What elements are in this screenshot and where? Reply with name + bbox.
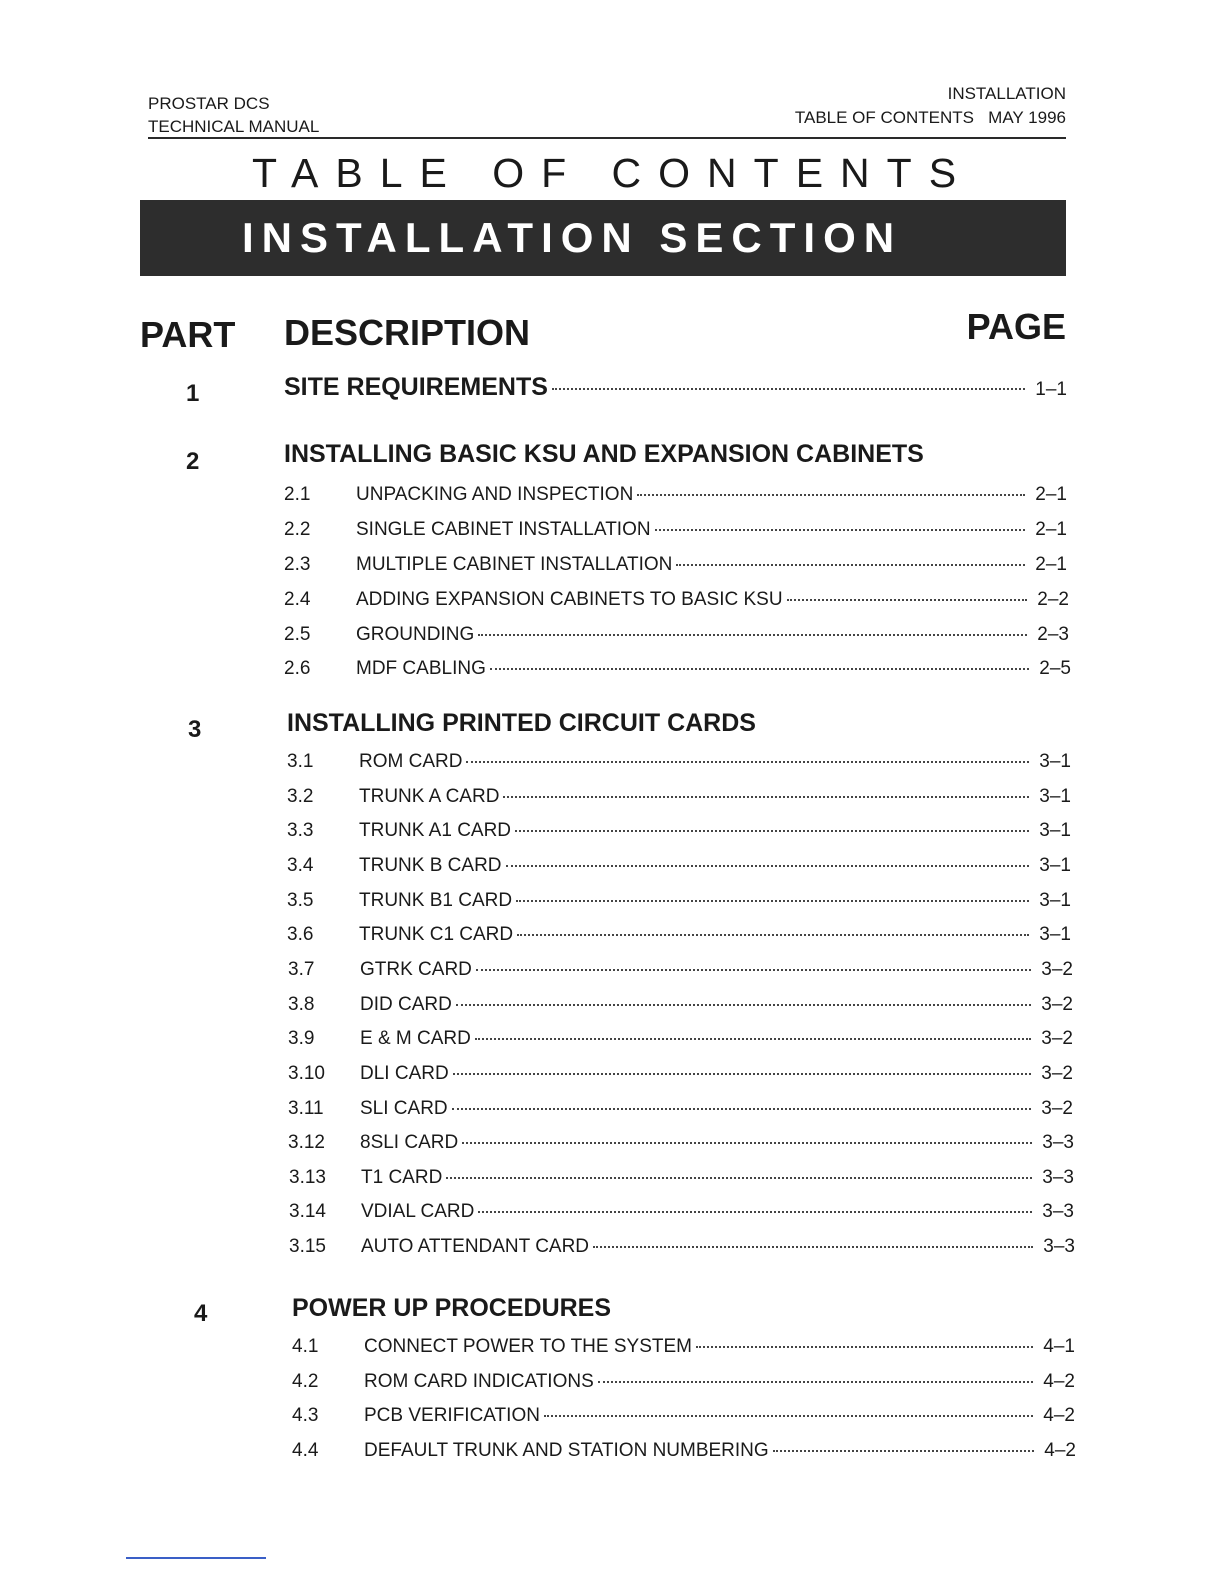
page-number: 3–1 xyxy=(1039,820,1071,841)
entry-number: 4.1 xyxy=(292,1336,319,1357)
toc-entry[interactable] xyxy=(289,1201,1074,1227)
page-number: 3–1 xyxy=(1039,786,1071,807)
entry-title: ROM CARD INDICATIONS xyxy=(364,1371,594,1392)
toc-entry[interactable] xyxy=(287,820,1071,846)
toc-entry[interactable] xyxy=(289,1167,1074,1193)
dot-leader xyxy=(696,1346,1033,1348)
page-number: 3–1 xyxy=(1039,924,1071,945)
entry-title: CONNECT POWER TO THE SYSTEM xyxy=(364,1336,692,1357)
entry-number: 2.1 xyxy=(284,484,311,505)
entry-number: 3.11 xyxy=(288,1098,324,1119)
toc-part-row[interactable] xyxy=(284,373,1067,402)
entry-title: DEFAULT TRUNK AND STATION NUMBERING xyxy=(364,1440,769,1461)
entry-title: DLI CARD xyxy=(360,1063,449,1084)
entry-number: 2.4 xyxy=(284,589,311,610)
entry-title: GROUNDING xyxy=(356,624,475,645)
toc-entry[interactable] xyxy=(287,890,1071,916)
toc-entry[interactable] xyxy=(288,1028,1073,1054)
entry-number: 3.12 xyxy=(288,1132,325,1153)
toc-entry[interactable] xyxy=(292,1440,1076,1466)
entry-title: ROM CARD xyxy=(359,751,463,772)
dot-leader xyxy=(506,865,1029,867)
page-number: 4–2 xyxy=(1043,1371,1075,1392)
entry-number: 3.6 xyxy=(287,924,314,945)
entry-number: 2.6 xyxy=(284,658,311,679)
entry-number: 3.13 xyxy=(289,1167,326,1188)
page-number: 2–1 xyxy=(1035,519,1067,540)
toc-entry[interactable] xyxy=(292,1371,1075,1397)
footer-rule xyxy=(126,1557,266,1559)
dot-leader xyxy=(503,796,1029,798)
entry-title: MDF CABLING xyxy=(356,658,486,679)
page-number: 4–2 xyxy=(1043,1405,1075,1426)
dot-leader xyxy=(552,388,1025,390)
page-number: 3–3 xyxy=(1042,1201,1074,1222)
dot-leader xyxy=(475,1038,1031,1040)
dot-leader xyxy=(452,1108,1031,1110)
entry-title: T1 CARD xyxy=(361,1167,443,1188)
toc-entry[interactable] xyxy=(287,924,1071,950)
dot-leader xyxy=(593,1246,1033,1248)
toc-entry[interactable] xyxy=(287,786,1071,812)
column-heading-page: PAGE xyxy=(966,306,1066,347)
dot-leader xyxy=(466,761,1029,763)
toc-entry[interactable] xyxy=(288,1132,1074,1158)
entry-title: TRUNK A1 CARD xyxy=(359,820,512,841)
dot-leader xyxy=(462,1142,1032,1144)
toc-entry[interactable] xyxy=(292,1405,1075,1431)
section-banner xyxy=(140,200,1066,276)
column-heading-description: DESCRIPTION xyxy=(284,312,531,353)
entry-title: VDIAL CARD xyxy=(361,1201,475,1222)
dot-leader xyxy=(676,564,1025,566)
part-title: SITE REQUIREMENTS xyxy=(284,373,548,401)
entry-number: 3.15 xyxy=(289,1236,326,1257)
toc-entry[interactable] xyxy=(284,519,1067,545)
dot-leader xyxy=(515,830,1029,832)
page-number: 3–3 xyxy=(1043,1236,1075,1257)
entry-title: MULTIPLE CABINET INSTALLATION xyxy=(356,554,673,575)
page-number: 3–1 xyxy=(1039,890,1071,911)
running-header-left xyxy=(148,92,319,138)
dot-leader xyxy=(456,1004,1031,1006)
toc-entry[interactable] xyxy=(287,855,1071,881)
part-title: INSTALLING PRINTED CIRCUIT CARDS xyxy=(287,709,756,737)
dot-leader xyxy=(516,900,1029,902)
dot-leader xyxy=(637,494,1025,496)
entry-title: GTRK CARD xyxy=(360,959,472,980)
dot-leader xyxy=(655,529,1025,531)
page-number: 3–2 xyxy=(1041,994,1073,1015)
toc-entry[interactable] xyxy=(288,1098,1073,1124)
entry-number: 3.8 xyxy=(288,994,315,1015)
entry-title: DID CARD xyxy=(360,994,452,1015)
page-number: 2–3 xyxy=(1037,624,1069,645)
entry-title: TRUNK A CARD xyxy=(359,786,500,807)
entry-title: E & M CARD xyxy=(360,1028,471,1049)
toc-entry[interactable] xyxy=(284,484,1067,510)
part-number: 1 xyxy=(186,380,200,407)
dot-leader xyxy=(478,634,1027,636)
entry-title: TRUNK B CARD xyxy=(359,855,502,876)
part-number: 4 xyxy=(194,1300,208,1327)
entry-number: 3.4 xyxy=(287,855,314,876)
header-section: INSTALLATION xyxy=(947,84,1066,103)
entry-number: 3.9 xyxy=(288,1028,315,1049)
dot-leader xyxy=(517,934,1029,936)
toc-entry[interactable] xyxy=(284,658,1071,684)
dot-leader xyxy=(773,1450,1034,1452)
toc-entry[interactable] xyxy=(284,624,1069,650)
toc-entry[interactable] xyxy=(287,751,1071,777)
page-number: 3–2 xyxy=(1041,1063,1073,1084)
page-number: 3–1 xyxy=(1039,751,1071,772)
entry-number: 2.3 xyxy=(284,554,311,575)
entry-number: 4.2 xyxy=(292,1371,319,1392)
page-number: 1–1 xyxy=(1035,379,1067,400)
page-number: 2–1 xyxy=(1035,484,1067,505)
toc-entry[interactable] xyxy=(288,959,1073,985)
toc-entry[interactable] xyxy=(284,589,1069,615)
entry-number: 3.5 xyxy=(287,890,314,911)
toc-entry[interactable] xyxy=(288,994,1073,1020)
dot-leader xyxy=(544,1415,1033,1417)
header-rule xyxy=(148,137,1066,139)
entry-number: 4.3 xyxy=(292,1405,319,1426)
running-header-right xyxy=(795,82,1066,130)
entry-title: 8SLI CARD xyxy=(360,1132,459,1153)
entry-title: SLI CARD xyxy=(360,1098,448,1119)
toc-entry[interactable] xyxy=(288,1063,1073,1089)
entry-title: ADDING EXPANSION CABINETS TO BASIC KSU xyxy=(356,589,783,610)
page-number: 3–2 xyxy=(1041,959,1073,980)
entry-number: 2.5 xyxy=(284,624,311,645)
page-title: TABLE OF CONTENTS xyxy=(252,150,974,196)
dot-leader xyxy=(787,599,1027,601)
toc-entry[interactable] xyxy=(284,554,1067,580)
part-title: INSTALLING BASIC KSU AND EXPANSION CABINETS xyxy=(284,440,924,468)
page-number: 3–1 xyxy=(1039,855,1071,876)
dot-leader xyxy=(490,668,1029,670)
page-number: 3–2 xyxy=(1041,1098,1073,1119)
entry-title: AUTO ATTENDANT CARD xyxy=(361,1236,590,1257)
header-doc-date: TABLE OF CONTENTS MAY 1996 xyxy=(794,108,1066,127)
header-product: PROSTAR DCS xyxy=(148,94,270,113)
toc-entry[interactable] xyxy=(289,1236,1075,1262)
entry-number: 3.10 xyxy=(288,1063,325,1084)
entry-number: 3.2 xyxy=(287,786,314,807)
entry-number: 4.4 xyxy=(292,1440,319,1461)
column-heading-part: PART xyxy=(140,314,236,355)
dot-leader xyxy=(598,1381,1033,1383)
page-number: 4–1 xyxy=(1043,1336,1075,1357)
entry-title: UNPACKING AND INSPECTION xyxy=(356,484,634,505)
dot-leader xyxy=(476,969,1031,971)
page-number: 3–2 xyxy=(1041,1028,1073,1049)
entry-number: 3.14 xyxy=(289,1201,326,1222)
part-number: 3 xyxy=(188,716,202,743)
page-number: 2–2 xyxy=(1037,589,1069,610)
page-number: 2–5 xyxy=(1039,658,1071,679)
header-manual: TECHNICAL MANUAL xyxy=(148,117,320,136)
dot-leader xyxy=(446,1177,1032,1179)
entry-number: 3.1 xyxy=(287,751,314,772)
part-number: 2 xyxy=(186,448,200,475)
entry-number: 3.7 xyxy=(288,959,315,980)
page-number: 2–1 xyxy=(1035,554,1067,575)
page-number: 4–2 xyxy=(1044,1440,1076,1461)
entry-title: TRUNK B1 CARD xyxy=(359,890,513,911)
toc-entry[interactable] xyxy=(292,1336,1075,1362)
entry-title: SINGLE CABINET INSTALLATION xyxy=(356,519,651,540)
dot-leader xyxy=(478,1211,1032,1213)
entry-number: 3.3 xyxy=(287,820,314,841)
entry-title: TRUNK C1 CARD xyxy=(359,924,514,945)
entry-title: PCB VERIFICATION xyxy=(364,1405,540,1426)
section-banner-label: INSTALLATION SECTION xyxy=(242,214,903,261)
dot-leader xyxy=(453,1073,1031,1075)
page-number: 3–3 xyxy=(1042,1167,1074,1188)
part-title: POWER UP PROCEDURES xyxy=(292,1294,612,1322)
page-number: 3–3 xyxy=(1042,1132,1074,1153)
entry-number: 2.2 xyxy=(284,519,311,540)
